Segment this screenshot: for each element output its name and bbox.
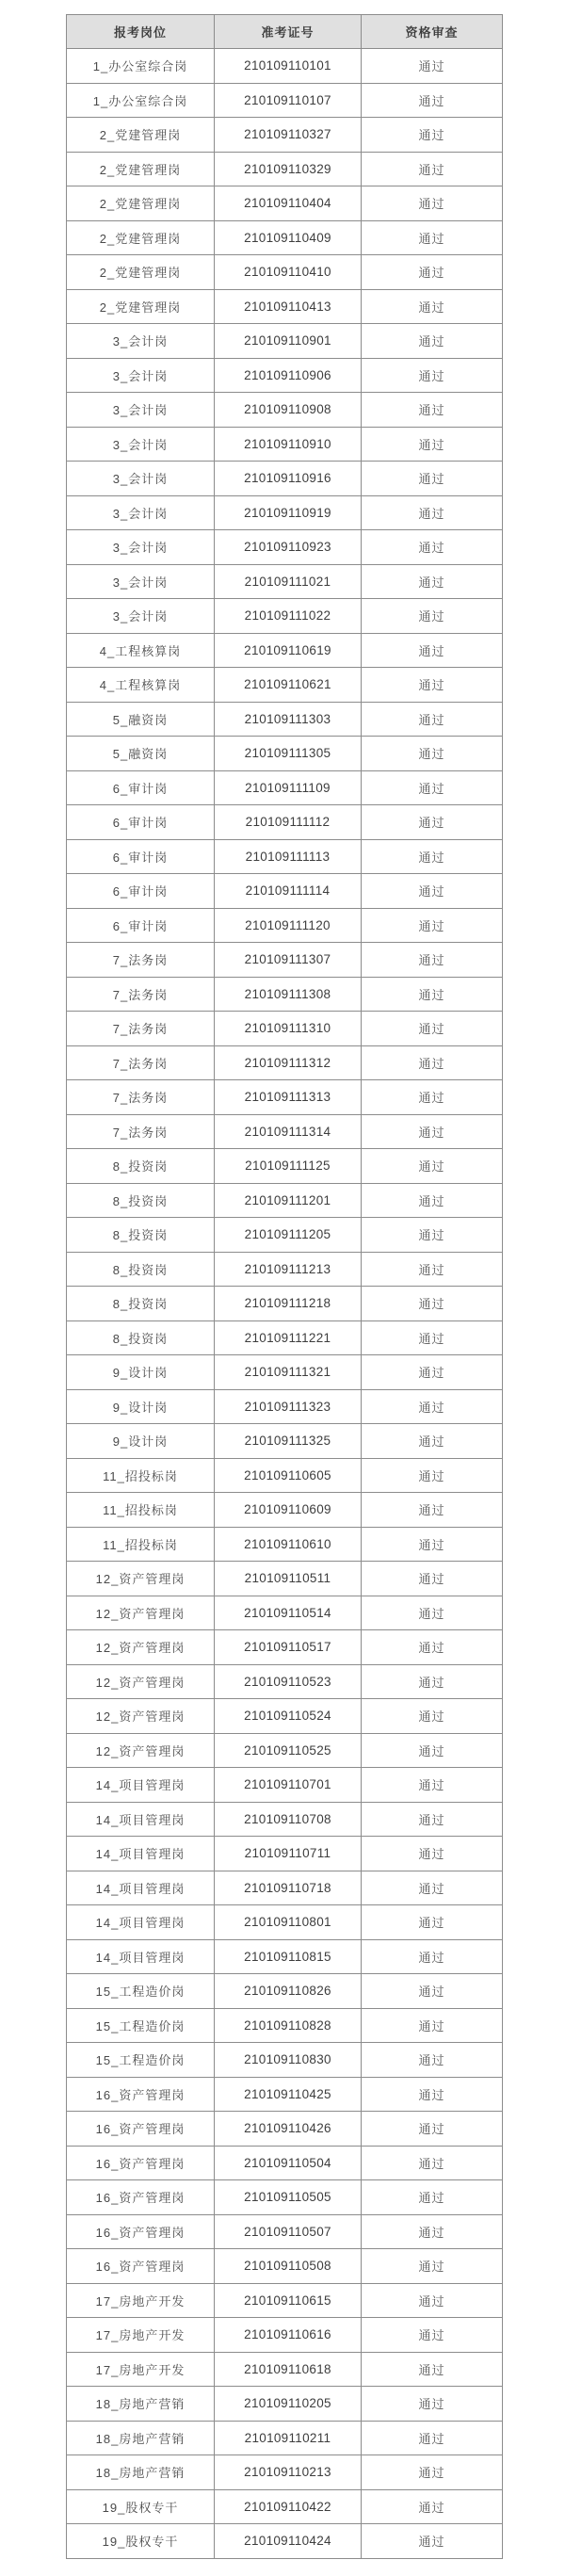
position-cell: 7_法务岗 — [67, 943, 215, 978]
position-cell: 12_资产管理岗 — [67, 1630, 215, 1665]
table-row — [67, 1527, 503, 1562]
review-status-cell: 通过 — [362, 1562, 503, 1596]
ticket-number-cell: 210109110514 — [215, 1596, 362, 1630]
review-status-cell: 通过 — [362, 737, 503, 771]
table-row — [67, 1424, 503, 1459]
review-status-cell: 通过 — [362, 255, 503, 290]
table-row — [67, 2421, 503, 2455]
table-row — [67, 186, 503, 221]
ticket-number-cell: 210109110826 — [215, 1974, 362, 2009]
position-cell: 3_会计岗 — [67, 358, 215, 393]
review-status-cell: 通过 — [362, 1664, 503, 1699]
position-cell: 14_项目管理岗 — [67, 1837, 215, 1871]
position-cell: 2_党建管理岗 — [67, 186, 215, 221]
table-row — [67, 1596, 503, 1630]
review-status-cell: 通过 — [362, 2008, 503, 2043]
qualification-review-table — [66, 14, 503, 2559]
ticket-number-cell: 210109111321 — [215, 1355, 362, 1390]
table-row — [67, 874, 503, 909]
ticket-number-cell: 210109110329 — [215, 152, 362, 186]
review-status-cell: 通过 — [362, 564, 503, 599]
position-cell: 7_法务岗 — [67, 1080, 215, 1115]
ticket-number-cell: 210109110213 — [215, 2455, 362, 2490]
position-cell: 9_设计岗 — [67, 1355, 215, 1390]
ticket-number-cell: 210109110205 — [215, 2387, 362, 2422]
header-row — [67, 15, 503, 49]
position-cell: 3_会计岗 — [67, 427, 215, 462]
position-cell: 16_资产管理岗 — [67, 2249, 215, 2284]
ticket-number-cell: 210109110708 — [215, 1802, 362, 1837]
table-row — [67, 2077, 503, 2112]
review-status-cell: 通过 — [362, 186, 503, 221]
review-status-cell: 通过 — [362, 2421, 503, 2455]
table-row — [67, 770, 503, 805]
table-row — [67, 427, 503, 462]
review-status-cell: 通过 — [362, 1905, 503, 1940]
review-status-cell: 通过 — [362, 1939, 503, 1974]
position-cell: 6_审计岗 — [67, 874, 215, 909]
table-row — [67, 2352, 503, 2387]
ticket-number-cell: 210109110505 — [215, 2180, 362, 2215]
table-row — [67, 1493, 503, 1528]
position-cell: 2_党建管理岗 — [67, 289, 215, 324]
table-row — [67, 839, 503, 874]
position-cell: 9_设计岗 — [67, 1424, 215, 1459]
position-cell: 7_法务岗 — [67, 1012, 215, 1046]
ticket-number-cell: 210109110618 — [215, 2352, 362, 2387]
ticket-number-cell: 210109110504 — [215, 2146, 362, 2180]
table-row — [67, 1080, 503, 1115]
position-cell: 1_办公室综合岗 — [67, 83, 215, 118]
table-row — [67, 2318, 503, 2353]
table-row — [67, 805, 503, 840]
review-status-cell: 通过 — [362, 1080, 503, 1115]
ticket-number-cell: 210109111307 — [215, 943, 362, 978]
table-row — [67, 908, 503, 943]
ticket-number-cell: 210109110404 — [215, 186, 362, 221]
review-status-cell: 通过 — [362, 1527, 503, 1562]
ticket-number-cell: 210109111221 — [215, 1320, 362, 1355]
review-status-cell: 通过 — [362, 83, 503, 118]
table-row — [67, 255, 503, 290]
position-cell: 16_资产管理岗 — [67, 2180, 215, 2215]
position-cell: 17_房地产开发 — [67, 2352, 215, 2387]
position-cell: 8_投资岗 — [67, 1183, 215, 1218]
ticket-number-cell: 210109110711 — [215, 1837, 362, 1871]
table-row — [67, 2455, 503, 2490]
table-row — [67, 737, 503, 771]
review-status-cell: 通过 — [362, 2112, 503, 2147]
position-cell: 3_会计岗 — [67, 462, 215, 496]
ticket-number-cell: 210109111201 — [215, 1183, 362, 1218]
table-row — [67, 1871, 503, 1905]
position-cell: 8_投资岗 — [67, 1287, 215, 1321]
table-row — [67, 1320, 503, 1355]
ticket-number-cell: 210109111303 — [215, 702, 362, 737]
table-row — [67, 2489, 503, 2524]
position-cell: 18_房地产营销 — [67, 2455, 215, 2490]
ticket-number-cell: 210109110919 — [215, 495, 362, 530]
table-row — [67, 633, 503, 668]
position-cell: 6_审计岗 — [67, 770, 215, 805]
table-row — [67, 1562, 503, 1596]
ticket-number-cell: 210109110830 — [215, 2043, 362, 2078]
table-row — [67, 358, 503, 393]
review-status-cell: 通过 — [362, 1596, 503, 1630]
table-row — [67, 977, 503, 1012]
position-cell: 16_资产管理岗 — [67, 2077, 215, 2112]
review-status-cell: 通过 — [362, 118, 503, 153]
position-cell: 19_股权专干 — [67, 2524, 215, 2559]
review-status-cell: 通过 — [362, 1974, 503, 2009]
review-status-cell: 通过 — [362, 1114, 503, 1149]
review-status-cell: 通过 — [362, 702, 503, 737]
review-status-cell: 通过 — [362, 633, 503, 668]
position-cell: 3_会计岗 — [67, 530, 215, 565]
review-status-cell: 通过 — [362, 1389, 503, 1424]
review-status-cell: 通过 — [362, 1424, 503, 1459]
position-cell: 6_审计岗 — [67, 908, 215, 943]
position-cell: 12_资产管理岗 — [67, 1664, 215, 1699]
review-status-cell: 通过 — [362, 2387, 503, 2422]
ticket-number-cell: 210109111022 — [215, 599, 362, 634]
review-status-cell: 通过 — [362, 977, 503, 1012]
review-status-cell: 通过 — [362, 2455, 503, 2490]
column-header-qualification-review: 资格审查 — [362, 15, 503, 49]
ticket-number-cell: 210109110910 — [215, 427, 362, 462]
review-status-cell: 通过 — [362, 289, 503, 324]
table-row — [67, 530, 503, 565]
ticket-number-cell: 210109110422 — [215, 2489, 362, 2524]
table-row — [67, 1149, 503, 1184]
position-cell: 9_设计岗 — [67, 1389, 215, 1424]
position-cell: 8_投资岗 — [67, 1320, 215, 1355]
table-row — [67, 599, 503, 634]
ticket-number-cell: 210109110524 — [215, 1699, 362, 1734]
ticket-number-cell: 210109111325 — [215, 1424, 362, 1459]
position-cell: 15_工程造价岗 — [67, 2043, 215, 2078]
review-status-cell: 通过 — [362, 1183, 503, 1218]
review-status-cell: 通过 — [362, 1355, 503, 1390]
review-status-cell: 通过 — [362, 2180, 503, 2215]
review-status-cell: 通过 — [362, 2249, 503, 2284]
position-cell: 17_房地产开发 — [67, 2318, 215, 2353]
review-status-cell: 通过 — [362, 2283, 503, 2318]
review-status-cell: 通过 — [362, 874, 503, 909]
ticket-number-cell: 210109110906 — [215, 358, 362, 393]
ticket-number-cell: 210109111125 — [215, 1149, 362, 1184]
review-status-cell: 通过 — [362, 358, 503, 393]
table-row — [67, 2387, 503, 2422]
review-status-cell: 通过 — [362, 1320, 503, 1355]
ticket-number-cell: 210109110101 — [215, 49, 362, 84]
ticket-number-cell: 210109110828 — [215, 2008, 362, 2043]
table-row — [67, 1768, 503, 1803]
review-status-cell: 通过 — [362, 1630, 503, 1665]
position-cell: 18_房地产营销 — [67, 2421, 215, 2455]
table-row — [67, 1012, 503, 1046]
review-status-cell: 通过 — [362, 427, 503, 462]
review-status-cell: 通过 — [362, 2352, 503, 2387]
column-header-ticket-number: 准考证号 — [215, 15, 362, 49]
ticket-number-cell: 210109110424 — [215, 2524, 362, 2559]
ticket-number-cell: 210109110605 — [215, 1458, 362, 1493]
table-row — [67, 324, 503, 359]
ticket-number-cell: 210109111218 — [215, 1287, 362, 1321]
review-status-cell: 通过 — [362, 462, 503, 496]
ticket-number-cell: 210109110327 — [215, 118, 362, 153]
ticket-number-cell: 210109111109 — [215, 770, 362, 805]
position-cell: 8_投资岗 — [67, 1252, 215, 1287]
review-status-cell: 通过 — [362, 2524, 503, 2559]
ticket-number-cell: 210109111313 — [215, 1080, 362, 1115]
ticket-number-cell: 210109111213 — [215, 1252, 362, 1287]
table-row — [67, 1183, 503, 1218]
position-cell: 16_资产管理岗 — [67, 2214, 215, 2249]
ticket-number-cell: 210109110616 — [215, 2318, 362, 2353]
ticket-number-cell: 210109110615 — [215, 2283, 362, 2318]
review-status-cell: 通过 — [362, 1458, 503, 1493]
table-body — [67, 49, 503, 2559]
review-status-cell: 通过 — [362, 805, 503, 840]
ticket-number-cell: 210109110507 — [215, 2214, 362, 2249]
ticket-number-cell: 210109110916 — [215, 462, 362, 496]
position-cell: 2_党建管理岗 — [67, 220, 215, 255]
position-cell: 3_会计岗 — [67, 495, 215, 530]
review-status-cell: 通过 — [362, 1012, 503, 1046]
ticket-number-cell: 210109111305 — [215, 737, 362, 771]
table-row — [67, 152, 503, 186]
ticket-number-cell: 210109111314 — [215, 1114, 362, 1149]
position-cell: 5_融资岗 — [67, 702, 215, 737]
position-cell: 12_资产管理岗 — [67, 1733, 215, 1768]
position-cell: 14_项目管理岗 — [67, 1802, 215, 1837]
table-row — [67, 668, 503, 703]
position-cell: 8_投资岗 — [67, 1149, 215, 1184]
table-row — [67, 220, 503, 255]
table-row — [67, 2283, 503, 2318]
position-cell: 7_法务岗 — [67, 1114, 215, 1149]
ticket-number-cell: 210109110801 — [215, 1905, 362, 1940]
review-status-cell: 通过 — [362, 2318, 503, 2353]
ticket-number-cell: 210109110525 — [215, 1733, 362, 1768]
table-row — [67, 393, 503, 428]
review-status-cell: 通过 — [362, 152, 503, 186]
review-status-cell: 通过 — [362, 2214, 503, 2249]
position-cell: 2_党建管理岗 — [67, 152, 215, 186]
review-status-cell: 通过 — [362, 220, 503, 255]
position-cell: 1_办公室综合岗 — [67, 49, 215, 84]
position-cell: 2_党建管理岗 — [67, 118, 215, 153]
ticket-number-cell: 210109110426 — [215, 2112, 362, 2147]
review-status-cell: 通过 — [362, 1871, 503, 1905]
ticket-number-cell: 210109110107 — [215, 83, 362, 118]
position-cell: 4_工程核算岗 — [67, 633, 215, 668]
table-row — [67, 2043, 503, 2078]
table-row — [67, 1458, 503, 1493]
review-status-cell: 通过 — [362, 1733, 503, 1768]
table-row — [67, 1045, 503, 1080]
position-cell: 3_会计岗 — [67, 324, 215, 359]
position-cell: 19_股权专干 — [67, 2489, 215, 2524]
table-row — [67, 943, 503, 978]
position-cell: 6_审计岗 — [67, 805, 215, 840]
table-row — [67, 1630, 503, 1665]
ticket-number-cell: 210109110517 — [215, 1630, 362, 1665]
ticket-number-cell: 210109111323 — [215, 1389, 362, 1424]
ticket-number-cell: 210109110901 — [215, 324, 362, 359]
review-status-cell: 通过 — [362, 324, 503, 359]
table-row — [67, 1905, 503, 1940]
review-status-cell: 通过 — [362, 1287, 503, 1321]
table-row — [67, 118, 503, 153]
table-row — [67, 495, 503, 530]
ticket-number-cell: 210109111114 — [215, 874, 362, 909]
ticket-number-cell: 210109110609 — [215, 1493, 362, 1528]
table-row — [67, 564, 503, 599]
review-status-cell: 通过 — [362, 1218, 503, 1253]
position-cell: 11_招投标岗 — [67, 1458, 215, 1493]
review-status-cell: 通过 — [362, 1802, 503, 1837]
review-status-cell: 通过 — [362, 2489, 503, 2524]
ticket-number-cell: 210109111310 — [215, 1012, 362, 1046]
position-cell: 6_审计岗 — [67, 839, 215, 874]
table-row — [67, 2112, 503, 2147]
review-status-cell: 通过 — [362, 770, 503, 805]
position-cell: 11_招投标岗 — [67, 1493, 215, 1528]
review-status-cell: 通过 — [362, 530, 503, 565]
position-cell: 3_会计岗 — [67, 393, 215, 428]
review-status-cell: 通过 — [362, 1837, 503, 1871]
review-status-cell: 通过 — [362, 2146, 503, 2180]
position-cell: 17_房地产开发 — [67, 2283, 215, 2318]
position-cell: 8_投资岗 — [67, 1218, 215, 1253]
position-cell: 11_招投标岗 — [67, 1527, 215, 1562]
position-cell: 2_党建管理岗 — [67, 255, 215, 290]
review-status-cell: 通过 — [362, 49, 503, 84]
table-row — [67, 2008, 503, 2043]
position-cell: 4_工程核算岗 — [67, 668, 215, 703]
review-status-cell: 通过 — [362, 668, 503, 703]
position-cell: 7_法务岗 — [67, 977, 215, 1012]
position-cell: 16_资产管理岗 — [67, 2112, 215, 2147]
review-status-cell: 通过 — [362, 839, 503, 874]
review-status-cell: 通过 — [362, 2077, 503, 2112]
ticket-number-cell: 210109110410 — [215, 255, 362, 290]
position-cell: 12_资产管理岗 — [67, 1596, 215, 1630]
review-status-cell: 通过 — [362, 393, 503, 428]
ticket-number-cell: 210109110701 — [215, 1768, 362, 1803]
position-cell: 3_会计岗 — [67, 564, 215, 599]
review-status-cell: 通过 — [362, 1768, 503, 1803]
ticket-number-cell: 210109110508 — [215, 2249, 362, 2284]
table-row — [67, 1939, 503, 1974]
ticket-number-cell: 210109110619 — [215, 633, 362, 668]
table-row — [67, 1802, 503, 1837]
review-status-cell: 通过 — [362, 1252, 503, 1287]
table-header — [67, 15, 503, 49]
table-row — [67, 1287, 503, 1321]
table-row — [67, 2180, 503, 2215]
table-row — [67, 2524, 503, 2559]
review-status-cell: 通过 — [362, 1149, 503, 1184]
table-row — [67, 1974, 503, 2009]
ticket-number-cell: 210109111308 — [215, 977, 362, 1012]
position-cell: 12_资产管理岗 — [67, 1562, 215, 1596]
table-row — [67, 1389, 503, 1424]
position-cell: 14_项目管理岗 — [67, 1871, 215, 1905]
ticket-number-cell: 210109110409 — [215, 220, 362, 255]
ticket-number-cell: 210109110610 — [215, 1527, 362, 1562]
ticket-number-cell: 210109110523 — [215, 1664, 362, 1699]
table-row — [67, 1114, 503, 1149]
table-row — [67, 1733, 503, 1768]
review-status-cell: 通过 — [362, 1045, 503, 1080]
ticket-number-cell: 210109110425 — [215, 2077, 362, 2112]
review-status-cell: 通过 — [362, 2043, 503, 2078]
review-status-cell: 通过 — [362, 599, 503, 634]
ticket-number-cell: 210109111021 — [215, 564, 362, 599]
position-cell: 14_项目管理岗 — [67, 1905, 215, 1940]
ticket-number-cell: 210109110413 — [215, 289, 362, 324]
position-cell: 5_融资岗 — [67, 737, 215, 771]
table-row — [67, 462, 503, 496]
position-cell: 12_资产管理岗 — [67, 1699, 215, 1734]
column-header-position: 报考岗位 — [67, 15, 215, 49]
table-row — [67, 2214, 503, 2249]
review-status-cell: 通过 — [362, 495, 503, 530]
table-row — [67, 1252, 503, 1287]
position-cell: 7_法务岗 — [67, 1045, 215, 1080]
ticket-number-cell: 210109110908 — [215, 393, 362, 428]
ticket-number-cell: 210109110815 — [215, 1939, 362, 1974]
ticket-number-cell: 210109111113 — [215, 839, 362, 874]
table-row — [67, 49, 503, 84]
table-row — [67, 1664, 503, 1699]
table-row — [67, 1699, 503, 1734]
ticket-number-cell: 210109110923 — [215, 530, 362, 565]
position-cell: 15_工程造价岗 — [67, 1974, 215, 2009]
ticket-number-cell: 210109111205 — [215, 1218, 362, 1253]
position-cell: 14_项目管理岗 — [67, 1939, 215, 1974]
position-cell: 18_房地产营销 — [67, 2387, 215, 2422]
review-status-cell: 通过 — [362, 1493, 503, 1528]
table-row — [67, 2146, 503, 2180]
position-cell: 14_项目管理岗 — [67, 1768, 215, 1803]
table-row — [67, 1837, 503, 1871]
position-cell: 3_会计岗 — [67, 599, 215, 634]
position-cell: 15_工程造价岗 — [67, 2008, 215, 2043]
table-row — [67, 1355, 503, 1390]
review-status-cell: 通过 — [362, 1699, 503, 1734]
ticket-number-cell: 210109110211 — [215, 2421, 362, 2455]
table-row — [67, 83, 503, 118]
position-cell: 16_资产管理岗 — [67, 2146, 215, 2180]
table-row — [67, 702, 503, 737]
table-row — [67, 289, 503, 324]
ticket-number-cell: 210109111112 — [215, 805, 362, 840]
ticket-number-cell: 210109111312 — [215, 1045, 362, 1080]
review-status-cell: 通过 — [362, 908, 503, 943]
ticket-number-cell: 210109110511 — [215, 1562, 362, 1596]
ticket-number-cell: 210109110621 — [215, 668, 362, 703]
table-row — [67, 2249, 503, 2284]
review-status-cell: 通过 — [362, 943, 503, 978]
ticket-number-cell: 210109111120 — [215, 908, 362, 943]
ticket-number-cell: 210109110718 — [215, 1871, 362, 1905]
table-row — [67, 1218, 503, 1253]
